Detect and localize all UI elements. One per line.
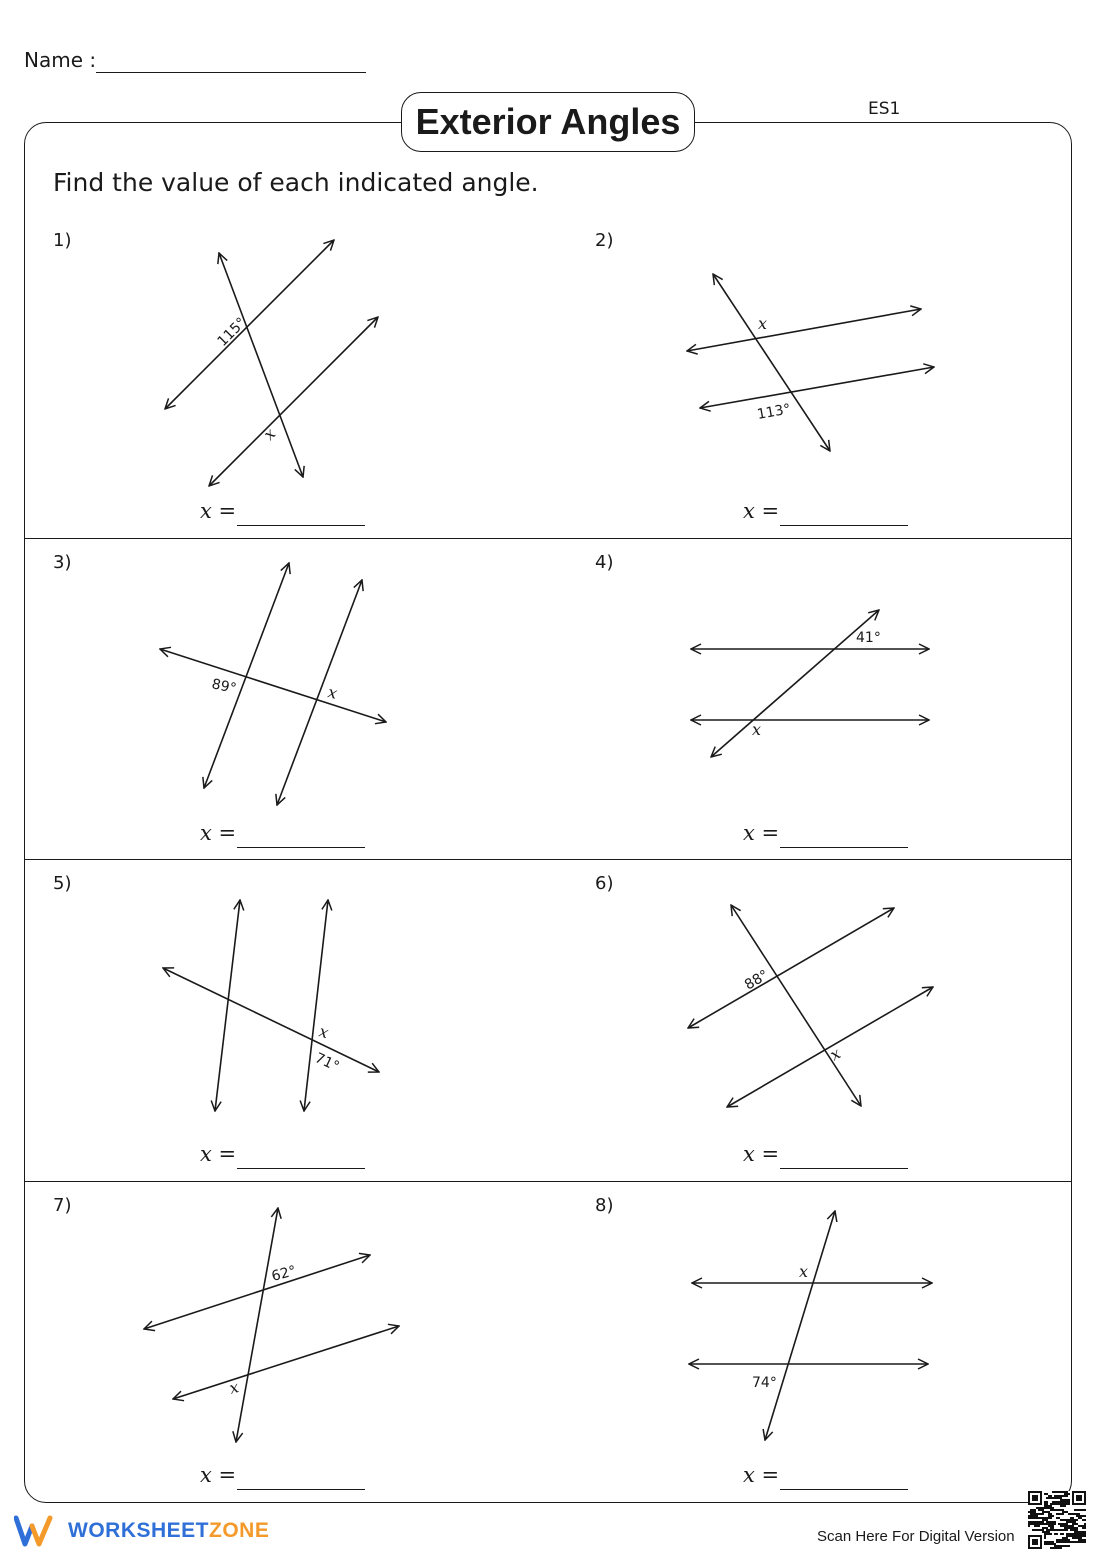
answer-label: x = xyxy=(200,1142,237,1166)
problem-6-line-a xyxy=(688,908,894,1028)
problem-2-line-a xyxy=(687,309,921,351)
answer-label: x = xyxy=(200,499,237,523)
answer-label: x = xyxy=(200,821,237,845)
problem-8-transversal xyxy=(765,1211,835,1440)
given-angle-label: 113° xyxy=(755,401,792,423)
problem-number: 2) xyxy=(595,230,614,251)
unknown-angle-label: x xyxy=(799,1262,809,1281)
given-angle-label: 89° xyxy=(210,676,238,698)
problem-3-transversal xyxy=(160,649,386,722)
answer-field[interactable] xyxy=(780,1168,908,1169)
unknown-angle-label: x xyxy=(227,1377,241,1398)
w-logo-icon xyxy=(14,1514,60,1548)
given-angle-label: 71° xyxy=(312,1050,342,1076)
problem-number: 5) xyxy=(53,873,72,894)
problem-1-transversal xyxy=(219,253,303,477)
problem-2-transversal xyxy=(713,274,830,451)
unknown-angle-label: x xyxy=(826,1043,844,1065)
answer-field[interactable] xyxy=(237,525,365,526)
problem-number: 8) xyxy=(595,1195,614,1216)
problem-6-transversal xyxy=(731,905,861,1106)
problem-2-line-b xyxy=(700,367,934,408)
name-label: Name : xyxy=(24,48,97,72)
problem-number: 7) xyxy=(53,1195,72,1216)
brand-logo xyxy=(14,1514,269,1548)
problem-5-line-a xyxy=(215,900,240,1111)
answer-field[interactable] xyxy=(780,847,908,848)
problem-number: 1) xyxy=(53,230,72,251)
problem-7-line-a xyxy=(144,1255,370,1329)
problem-4-transversal xyxy=(711,610,879,757)
given-angle-label: 88° xyxy=(742,967,772,994)
answer-label: x = xyxy=(743,821,780,845)
problem-1-line-a xyxy=(165,240,334,409)
problem-5-transversal xyxy=(163,968,379,1072)
unknown-angle-label: x xyxy=(259,424,280,444)
answer-field[interactable] xyxy=(780,1489,908,1490)
qr-code-icon[interactable] xyxy=(1028,1491,1086,1549)
problem-3-line-a xyxy=(204,563,289,788)
instructions: Find the value of each indicated angle. xyxy=(53,168,539,197)
unknown-angle-label: x xyxy=(752,720,762,739)
answer-field[interactable] xyxy=(780,525,908,526)
answer-label: x = xyxy=(743,499,780,523)
given-angle-label: 62° xyxy=(269,1262,299,1285)
answer-field[interactable] xyxy=(237,847,365,848)
page-title: Exterior Angles xyxy=(401,92,695,152)
answer-field[interactable] xyxy=(237,1489,365,1490)
problem-5-line-b xyxy=(304,900,328,1111)
unknown-angle-label: x xyxy=(758,314,768,333)
problem-7-transversal xyxy=(236,1208,278,1442)
problem-number: 6) xyxy=(595,873,614,894)
answer-label: x = xyxy=(743,1142,780,1166)
problem-1-line-b xyxy=(209,314,378,486)
answer-label: x = xyxy=(743,1463,780,1487)
worksheet-code: ES1 xyxy=(868,99,901,119)
scan-text: Scan Here For Digital Version xyxy=(817,1528,1015,1545)
given-angle-label: 41° xyxy=(856,630,881,646)
answer-field[interactable] xyxy=(237,1168,365,1169)
problem-number: 3) xyxy=(53,552,72,573)
brand-name: WORKSHEETZONE xyxy=(68,1519,270,1542)
problem-7-line-b xyxy=(173,1326,399,1399)
problem-number: 4) xyxy=(595,552,614,573)
problem-3-line-b xyxy=(277,580,362,805)
unknown-angle-label: x xyxy=(326,682,339,703)
unknown-angle-label: x xyxy=(316,1021,331,1043)
given-angle-label: 74° xyxy=(752,1375,777,1391)
answer-label: x = xyxy=(200,1463,237,1487)
given-angle-label: 115° xyxy=(214,314,250,350)
